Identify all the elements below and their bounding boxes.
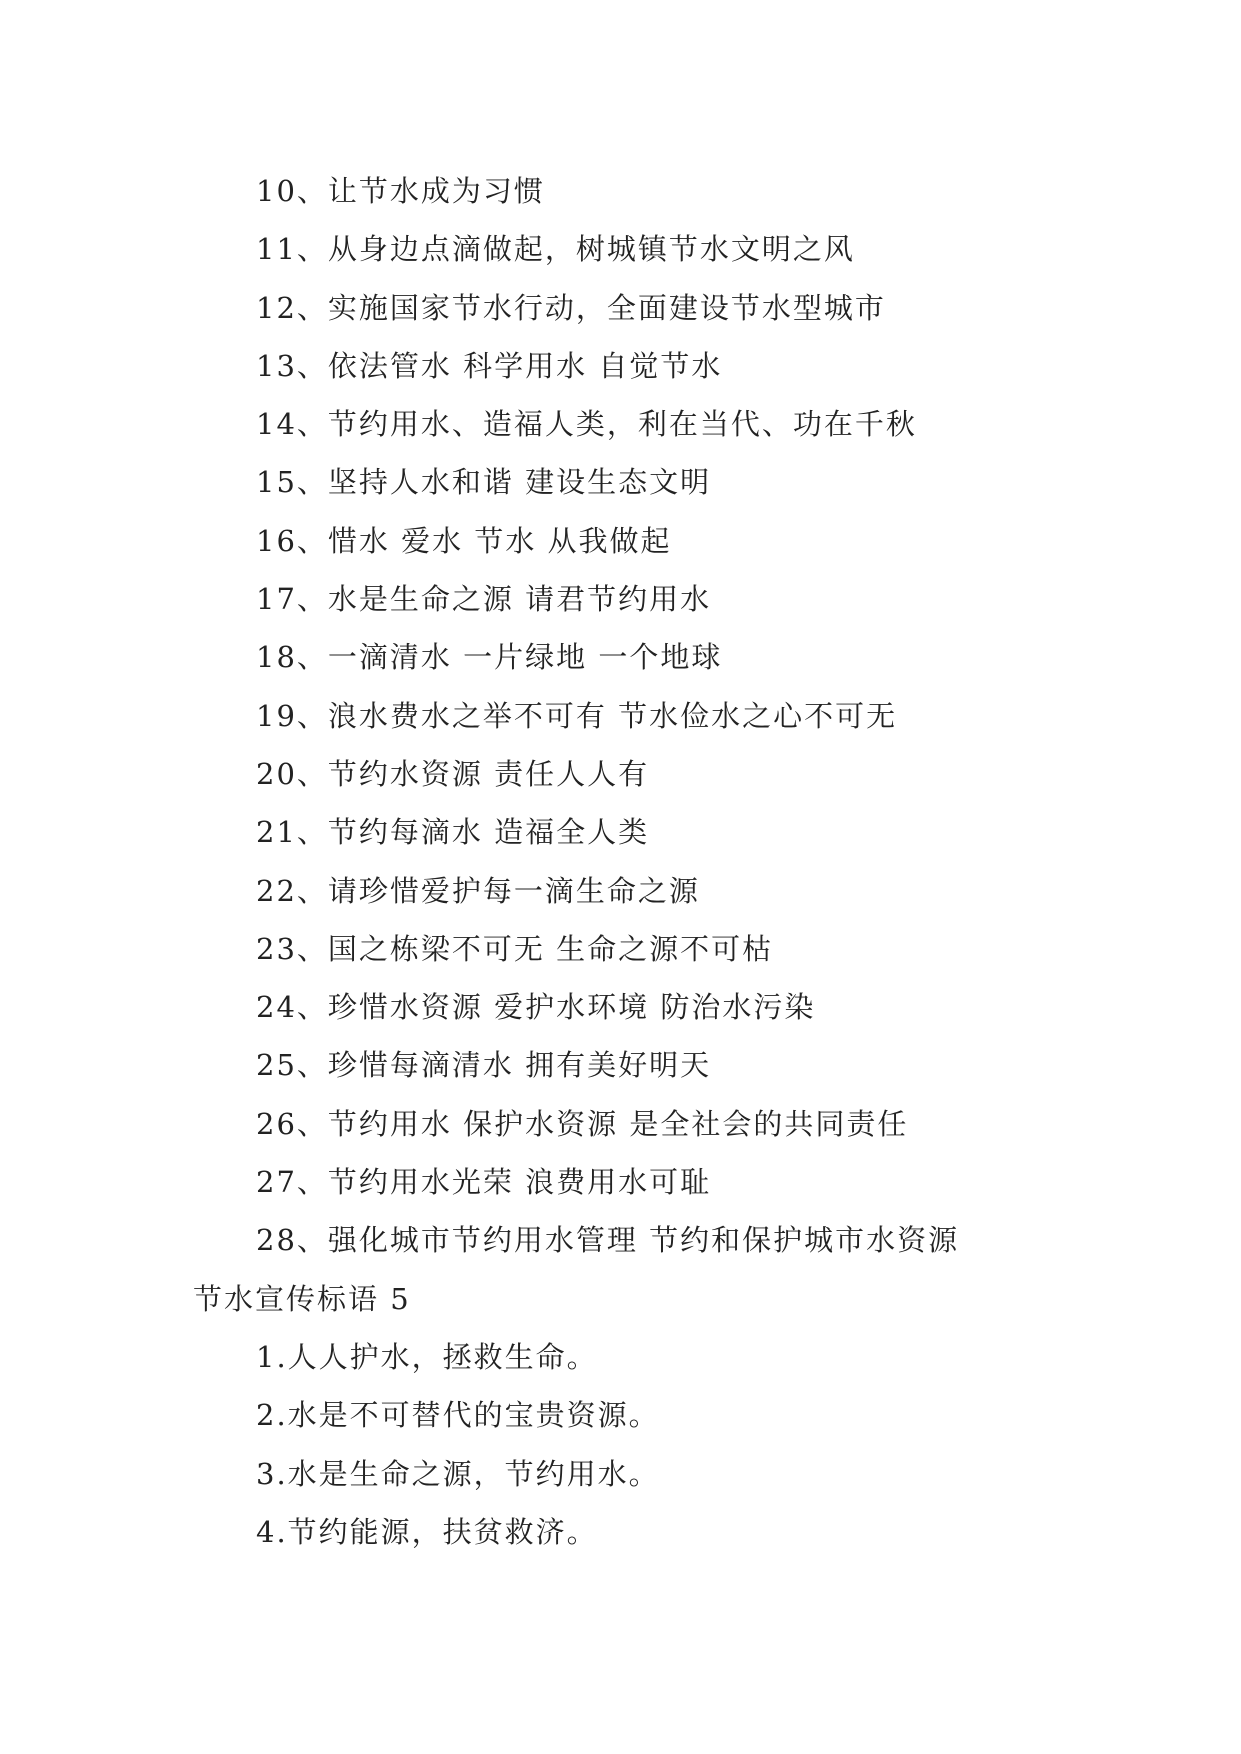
- slogan-item: 24、珍惜水资源 爱护水环境 防治水污染: [256, 990, 816, 1025]
- slogan-item: 25、珍惜每滴清水 拥有美好明天: [256, 1048, 712, 1083]
- slogan-item: 23、国之栋梁不可无 生命之源不可枯: [256, 931, 774, 966]
- section-heading: 节水宣传标语 5: [193, 1281, 411, 1316]
- slogan-item: 28、强化城市节约用水管理 节约和保护城市水资源: [256, 1223, 960, 1258]
- slogan-item: 18、一滴清水 一片绿地 一个地球: [256, 640, 723, 675]
- slogan-item: 15、坚持人水和谐 建设生态文明: [256, 465, 712, 500]
- section-item: 1.人人护水，拯救生命。: [256, 1339, 598, 1374]
- section-item: 2.水是不可替代的宝贵资源。: [256, 1398, 660, 1433]
- slogan-item: 26、节约用水 保护水资源 是全社会的共同责任: [256, 1106, 909, 1141]
- slogan-item: 10、让节水成为习惯: [256, 174, 545, 208]
- slogan-item: 13、依法管水 科学用水 自觉节水: [256, 348, 723, 383]
- slogan-item: 21、节约每滴水 造福全人类: [256, 815, 650, 850]
- section-item: 3.水是生命之源，节约用水。: [256, 1456, 660, 1491]
- slogan-item: 12、实施国家节水行动，全面建设节水型城市: [256, 290, 886, 325]
- slogan-item: 14、节约用水、造福人类，利在当代、功在千秋: [256, 407, 917, 442]
- slogan-item: 19、浪水费水之举不可有 节水俭水之心不可无: [256, 698, 898, 733]
- section-item: 4.节约能源，扶贫救济。: [256, 1514, 598, 1549]
- slogan-item: 16、惜水 爱水 节水 从我做起: [256, 523, 672, 558]
- slogan-item: 11、从身边点滴做起，树城镇节水文明之风: [256, 232, 855, 267]
- slogan-item: 20、节约水资源 责任人人有: [256, 756, 650, 791]
- slogan-item: 22、请珍惜爱护每一滴生命之源: [256, 873, 700, 908]
- slogan-item: 17、水是生命之源 请君节约用水: [256, 582, 712, 617]
- document-body: [193, 162, 1073, 1561]
- slogan-item: 27、节约用水光荣 浪费用水可耻: [256, 1165, 712, 1200]
